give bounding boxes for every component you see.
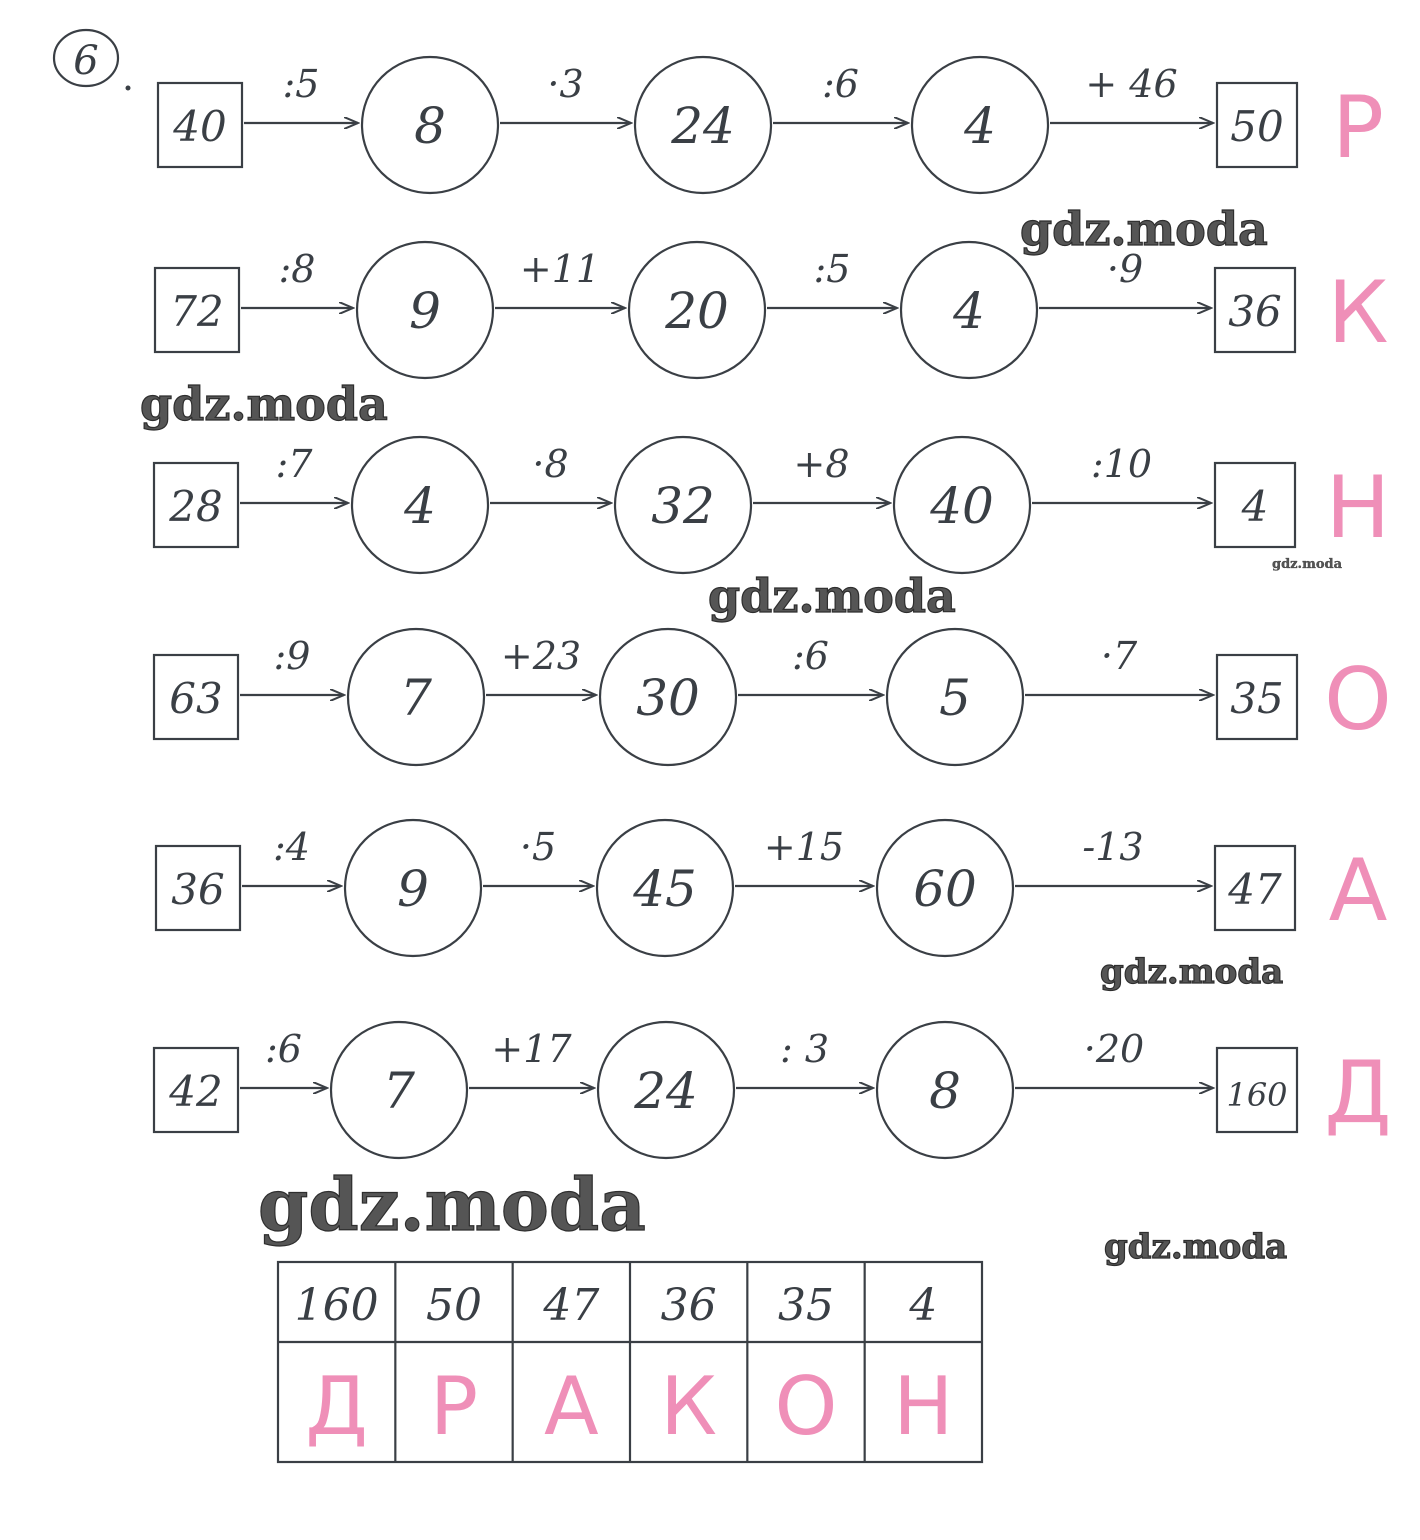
step-value: 5 [939, 669, 971, 727]
chain-row-4 [154, 629, 1392, 765]
operation-label: +23 [500, 634, 582, 678]
table-letter-cell: Р [429, 1360, 479, 1453]
watermark: gdz.moda [258, 1162, 646, 1247]
operation-label: :7 [275, 442, 313, 486]
step-value: 24 [671, 97, 735, 155]
operation-label: +15 [763, 825, 845, 869]
step-value: 45 [633, 860, 697, 918]
operation-label: +11 [519, 247, 601, 291]
start-value: 28 [169, 482, 223, 531]
answer-letter: Н [1325, 458, 1391, 558]
start-value: 40 [173, 102, 227, 151]
operation-label: :5 [813, 247, 851, 291]
step-value: 4 [964, 97, 996, 155]
step-value: 24 [634, 1062, 698, 1120]
operation-label: +17 [491, 1027, 572, 1071]
operation-label: ·20 [1083, 1027, 1145, 1071]
step-value: 20 [665, 282, 729, 340]
table-number-cell: 36 [660, 1280, 717, 1331]
table-letter-cell: А [543, 1360, 599, 1453]
operation-label: :10 [1090, 442, 1153, 486]
operation-label: :4 [273, 825, 310, 869]
operation-label: :5 [282, 62, 320, 106]
table-number-cell: 47 [543, 1280, 600, 1331]
watermark: gdz.moda [140, 377, 388, 431]
operation-label: :6 [792, 634, 829, 678]
operation-label: ·7 [1100, 634, 1138, 678]
answer-letter: К [1327, 263, 1389, 363]
table-letter-cell: К [660, 1360, 718, 1453]
step-value: 4 [953, 282, 985, 340]
watermark: gdz.moda [1020, 202, 1268, 256]
watermark: gdz.moda [708, 569, 956, 623]
operation-label: :8 [278, 247, 316, 291]
step-value: 60 [913, 860, 977, 918]
operation-label: :6 [822, 62, 859, 106]
task-number-text: 6 [73, 38, 99, 84]
operation-label: ·8 [532, 442, 569, 486]
answer-table [278, 1262, 982, 1462]
step-value: 30 [636, 669, 700, 727]
operation-label: : 3 [779, 1027, 830, 1071]
step-value: 7 [383, 1062, 415, 1120]
step-value: 40 [930, 477, 994, 535]
step-value: 8 [414, 97, 446, 155]
chain-row-1 [158, 57, 1384, 193]
answer-letter: Р [1332, 78, 1384, 178]
answer-letter: А [1328, 841, 1388, 941]
table-number-cell: 35 [778, 1280, 834, 1331]
operation-label: +8 [793, 442, 850, 486]
start-value: 63 [169, 674, 223, 723]
watermark: gdz.moda [1104, 1227, 1288, 1267]
operation-label: :6 [265, 1027, 302, 1071]
table-number-cell: 50 [426, 1280, 482, 1331]
table-letter-cell: Д [305, 1360, 368, 1453]
step-value: 32 [651, 477, 715, 535]
start-value: 72 [170, 287, 224, 336]
result-value: 47 [1228, 865, 1282, 914]
operation-label: ·5 [519, 825, 557, 869]
step-value: 7 [400, 669, 432, 727]
step-value: 9 [397, 860, 429, 918]
chain-row-3 [154, 437, 1390, 573]
chain-row-5 [156, 820, 1388, 956]
task-number [54, 30, 131, 91]
watermark: gdz.moda [1100, 952, 1284, 992]
step-value: 4 [404, 477, 436, 535]
step-value: 9 [409, 282, 441, 340]
step-value: 8 [929, 1062, 961, 1120]
table-number-cell: 4 [909, 1280, 938, 1331]
operation-label: + 46 [1085, 62, 1178, 106]
result-value: 4 [1241, 482, 1269, 531]
result-value: 160 [1226, 1076, 1288, 1114]
start-value: 36 [171, 865, 225, 914]
operation-label: :9 [273, 634, 311, 678]
answer-letter: О [1324, 650, 1392, 750]
table-letter-cell: О [774, 1360, 838, 1453]
operation-label: ·9 [1106, 247, 1144, 291]
operation-label: ·3 [547, 62, 584, 106]
answer-letter: Д [1324, 1043, 1392, 1143]
table-number-cell: 160 [294, 1280, 379, 1331]
start-value: 42 [169, 1067, 223, 1116]
table-letter-cell: Н [893, 1360, 954, 1453]
chain-row-2 [155, 242, 1389, 378]
operation-label: -13 [1082, 825, 1144, 869]
watermark: gdz.moda [1272, 557, 1343, 572]
result-value: 50 [1230, 102, 1284, 151]
result-value: 35 [1230, 674, 1284, 723]
result-value: 36 [1228, 287, 1282, 336]
chain-row-6 [154, 1022, 1392, 1158]
